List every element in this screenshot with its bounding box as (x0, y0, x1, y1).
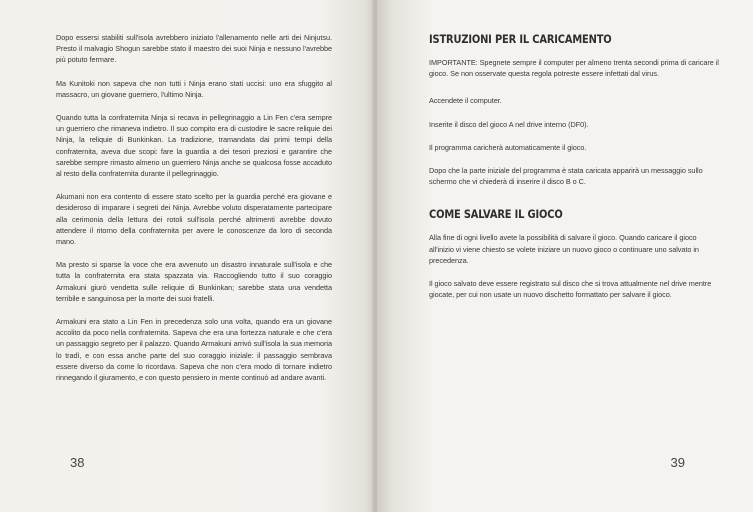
paragraph: Dopo essersi stabiliti sull'isola avrebbero iniziato l'allenamento nelle arti dei Ninjutsu. Presto il malvagio Shogun sarebbe stato il maestro dei suoi Ninja e nessuno l'avrebbe più potuto fermare. (56, 33, 332, 65)
paragraph: Il gioco salvato deve essere registrato sul disco che si trova attualmente nel drive mentre giocate, per cui non usate un nuovo dischetto formattato per salvare il gioco. (429, 279, 712, 300)
paragraph: Inserite il disco del gioco A nel drive interno (DF0). (429, 119, 589, 129)
page-number: 39 (670, 455, 685, 470)
section-heading-loading: ISTRUZIONI PER IL CARICAMENTO (429, 32, 612, 46)
paragraph: Armakuni era stato a Lin Fen in precedenza solo una volta, quando era un giovane accolito da poco nella confraternita. Sapeva che era una fortezza naturale e che c'era un passaggio segreto per il palazzo. Quando Armakuni arrivò sull'isola la sua memoria lo tradì, e con essa anche parte del suo coraggio iniziale: il passaggio sembrava essere diverso da come lo ricordava. Sapeva che non c'era modo di tornare indietro rinnegando il giuramento, e con questo pensiero in mente continuò ad andare avanti. (56, 317, 332, 383)
paragraph: Ma Kunitoki non sapeva che non tutti i Ninja erano stati uccisi: uno era sfuggito al massacro, un giovane guerriero, l'ultimo Ninja. (56, 78, 332, 99)
paragraph: Dopo che la parte iniziale del programma è stata caricata apparirà un messaggio sullo schermo che vi chiederà di inserire il disco B o C. (429, 166, 703, 187)
paragraph: Ma presto si sparse la voce che era avvenuto un disastro innaturale sull'isola e che tutta la confraternita era stata spazzata via. Raccogliendo tutto il suo coraggio Armakuni giurò vendetta sulle reliquie di Bunkinkan; sarebbe stata una vendetta terribile e sanguinosa per la morte dei suoi fratelli. (56, 260, 332, 303)
paragraph: Alla fine di ogni livello avete la possibilità di salvare il gioco. Quando caricare il gioco all'inizio vi viene chiesto se volete iniziare un nuovo gioco o continuare uno salvato in precedenza. (429, 233, 699, 265)
paragraph: IMPORTANTE: Spegnete sempre il computer per almeno trenta secondi prima di caricare il gioco. Se non osservate questa regola potreste essere infettati dal virus. (429, 58, 719, 79)
right-page-content (429, 32, 719, 312)
left-page (0, 0, 376, 512)
paragraph: Il programma caricherà automaticamente il gioco. (429, 142, 587, 152)
page-number: 38 (70, 455, 85, 470)
paragraph: Accendete il computer. (429, 96, 502, 106)
paragraph: Akumani non era contento di essere stato scelto per la guardia perché era giovane e desideroso di imparare i segreti dei Ninja. Avrebbe voluto disperatamente partecipare alla cerimonia della lettura dei rotoli sull'isola perché altrimenti avrebbe dovuto attendere il ritorno della confraternita per avere le conoscenze da loro di seconda mano. (56, 192, 332, 247)
left-page-content (56, 32, 332, 395)
section-heading-saving: COME SALVARE IL GIOCO (429, 207, 563, 222)
right-page (377, 0, 753, 512)
paragraph: Quando tutta la confraternita Ninja si recava in pellegrinaggio a Lin Fen c'era sempre un guerriero che rimaneva indietro. Il suo compito era di custodire le sacre reliquie dei Ninja, la reliquie di Bunkinkan. La tradizione, tramandata dai primi tempi della confraternita, aveva due scopi: fare la guardia a dei tesori preziosi e garantire che sarebbe sempre rimasto almeno un guerriero Ninja anche se qualcosa fosse accaduto al resto della confraternita durante il pellegrinaggio. (56, 113, 332, 179)
